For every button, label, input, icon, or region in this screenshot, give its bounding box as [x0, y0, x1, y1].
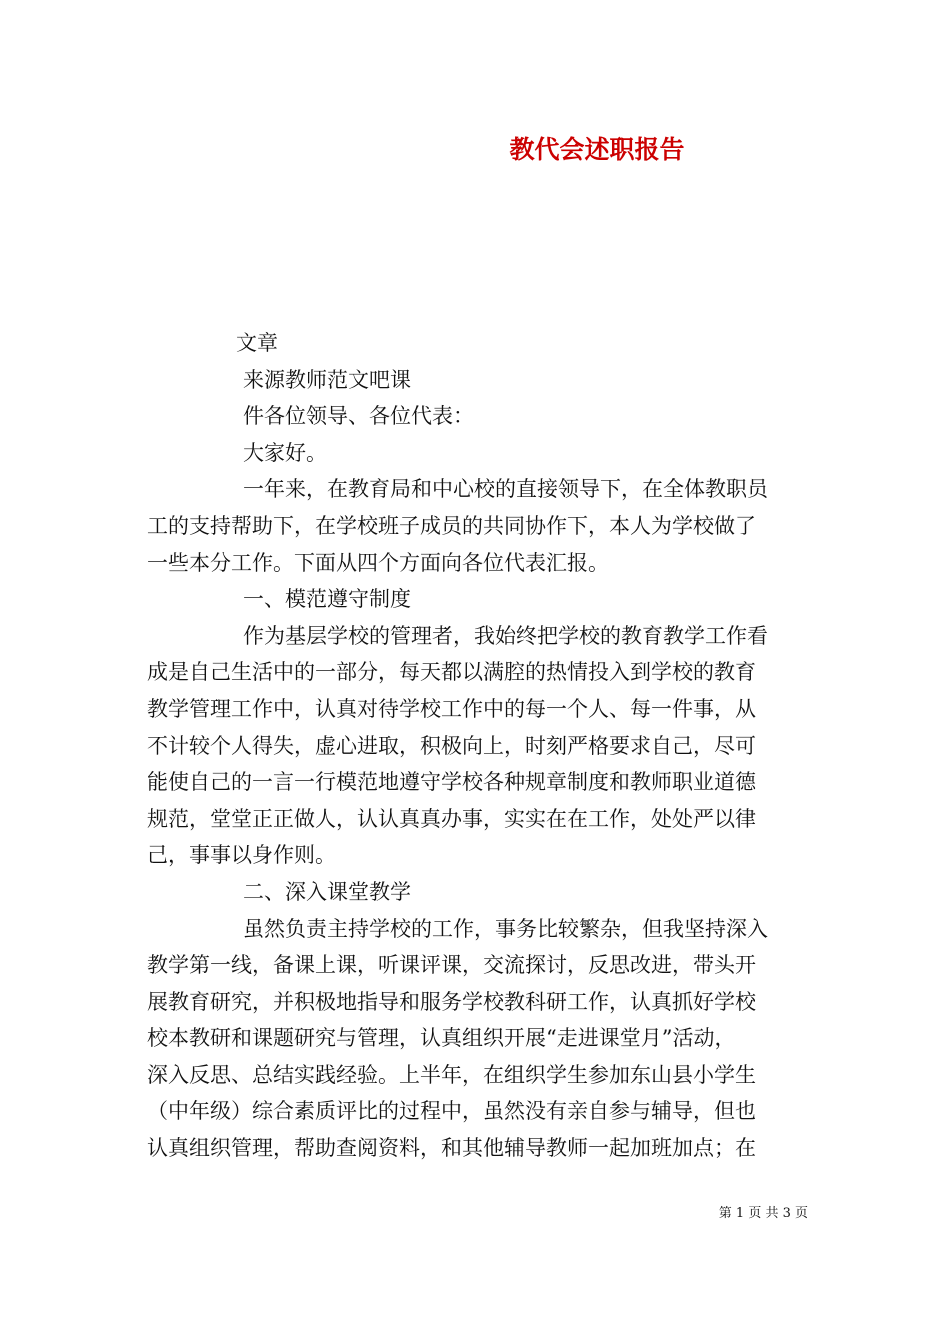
section-heading: 二、深入课堂教学	[243, 879, 411, 904]
document-title: 教代会述职报告	[509, 135, 685, 164]
text-line: 一年来，在教育局和中心校的直接领导下，在全体教职员	[243, 477, 768, 502]
text-line: 教学第一线，备课上课，听课评课，交流探讨，反思改进，带头开	[147, 953, 756, 978]
text-line: 己，事事以身作则。	[147, 843, 336, 868]
section-heading: 一、模范遵守制度	[243, 587, 411, 612]
text-line: 不计较个人得失，虚心进取，积极向上，时刻严格要求自己，尽可	[147, 733, 756, 758]
text-line: 作为基层学校的管理者，我始终把学校的教育教学工作看	[243, 623, 768, 648]
text-line: 认真组织管理，帮助查阅资料，和其他辅导教师一起加班加点；在	[147, 1136, 756, 1161]
text-line: 大家好。	[243, 440, 327, 465]
text-line: 教学管理工作中，认真对待学校工作中的每一个人、每一件事，从	[147, 696, 756, 721]
text-line: 件各位领导、各位代表：	[243, 404, 474, 429]
text-line: 一些本分工作。下面从四个方面向各位代表汇报。	[147, 550, 609, 575]
page-number: 第 1 页 共 3 页	[718, 1206, 808, 1221]
text-line: 成是自己生活中的一部分，每天都以满腔的热情投入到学校的教育	[147, 660, 756, 685]
document-body	[147, 325, 807, 1167]
text-line: 来源教师范文吧课	[243, 367, 411, 392]
text-line: 虽然负责主持学校的工作，事务比较繁杂，但我坚持深入	[243, 916, 768, 941]
text-line: （中年级）综合素质评比的过程中，虽然没有亲自参与辅导，但也	[147, 1099, 756, 1124]
text-line: 校本教研和课题研究与管理，认真组织开展“走进课堂月”活动，	[147, 1026, 736, 1051]
text-line: 规范，堂堂正正做人，认认真真办事，实实在在工作，处处严以律	[147, 806, 756, 831]
text-line: 能使自己的一言一行模范地遵守学校各种规章制度和教师职业道德	[147, 770, 756, 795]
text-line: 深入反思、总结实践经验。上半年，在组织学生参加东山县小学生	[147, 1062, 756, 1087]
text-line: 展教育研究，并积极地指导和服务学校教科研工作，认真抓好学校	[147, 989, 756, 1014]
text-line: 文章	[236, 331, 278, 355]
text-line: 工的支持帮助下，在学校班子成员的共同协作下，本人为学校做了	[147, 513, 756, 538]
